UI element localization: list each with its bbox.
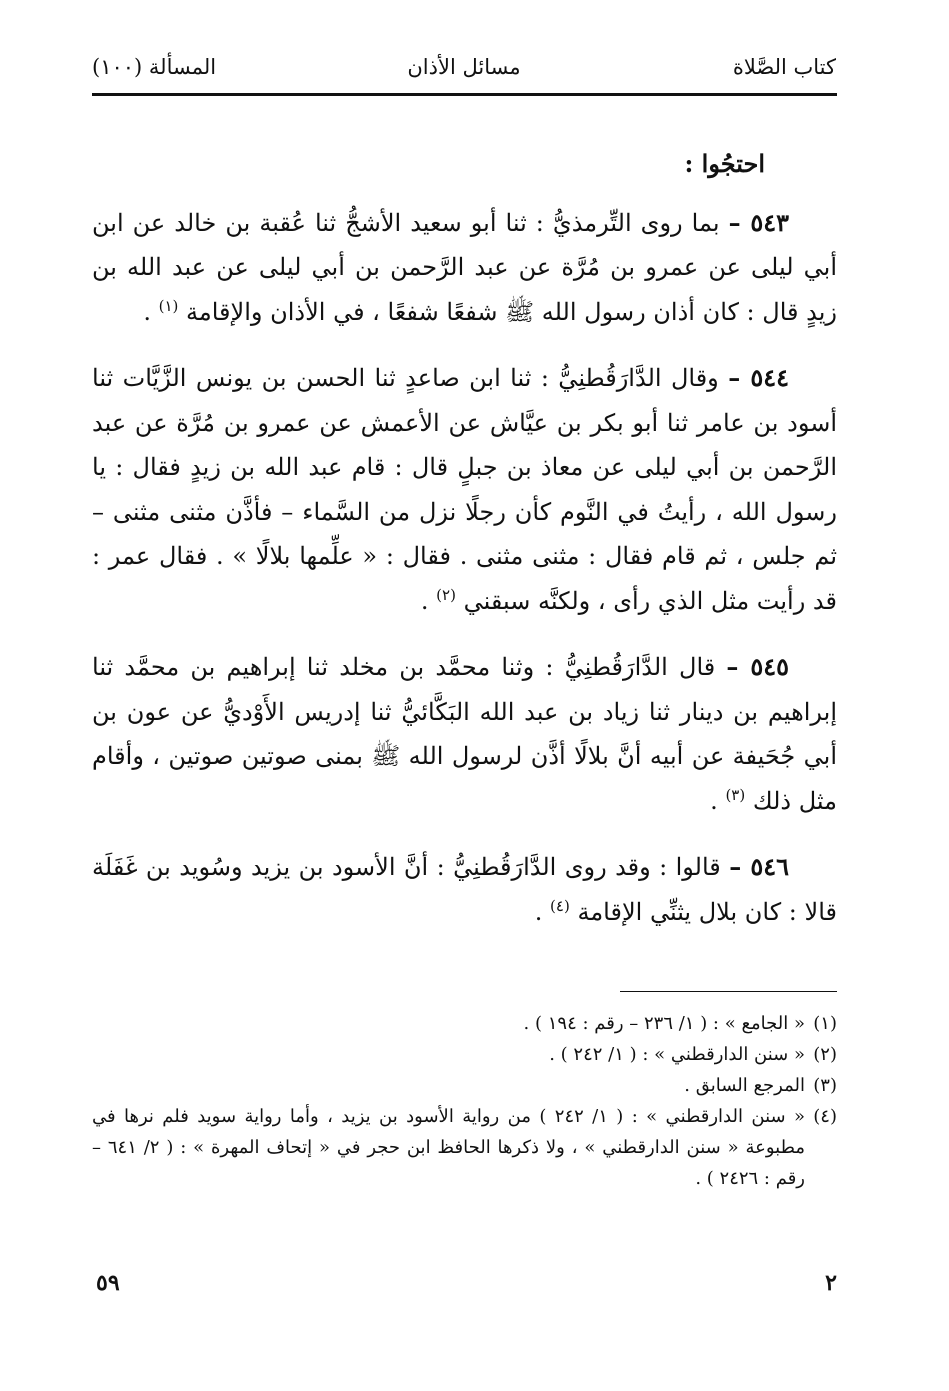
chapter-title: مسائل الأذان xyxy=(407,55,521,79)
paragraph-end: . xyxy=(143,297,151,326)
hadith-number: ٥٤٦ – xyxy=(729,852,789,881)
footnote-text: « الجامع » : ( ١/ ٢٣٦ – رقم : ١٩٤ ) . xyxy=(523,1013,805,1034)
paragraph-543 xyxy=(92,201,837,335)
footnote-ref: (٢) xyxy=(436,585,456,604)
footnote-text: المرجع السابق . xyxy=(684,1075,805,1096)
volume-number: ٢ xyxy=(825,1270,837,1296)
header-rule xyxy=(92,93,837,96)
paragraph-end: . xyxy=(710,786,718,815)
paragraph-end: . xyxy=(420,586,429,615)
footnote-1 xyxy=(92,1008,837,1039)
paragraph-end: . xyxy=(534,897,543,926)
section-heading: احتجُوا : xyxy=(684,149,765,178)
footnotes xyxy=(92,1008,837,1194)
issue-number: المسألة (١٠٠) xyxy=(92,55,217,79)
paragraph-text: قال الدَّارَقُطنِيُّ : وثنا محمَّد بن مخلد ثنا إبراهيم بن محمَّد ثنا إبراهيم بن دينار ثنا زياد بن عبد الله البَكَّائيُّ ثنا إدريس الأَوْديُّ عن عون بن أبي جُحَيفة عن أبيه أنَّ بلالًا أذَّن لرسول الله ﷺ بمنى صوتين صوتين ، وأقام مثل ذلك xyxy=(92,653,837,815)
paragraph-545 xyxy=(92,645,837,823)
footnote-3 xyxy=(92,1070,837,1101)
footnote-label: (٤) xyxy=(813,1106,837,1127)
running-head xyxy=(92,50,836,84)
paragraph-text: قالوا : وقد روى الدَّارَقُطنِيُّ : أنَّ الأسود بن يزيد وسُويد بن غَفَلَة قالا : كان بلال يثنِّي الإقامة xyxy=(92,853,837,926)
book-title: كتاب الصَّلاة xyxy=(732,55,836,79)
paragraph-544 xyxy=(92,356,837,623)
hadith-number: ٥٤٣ – xyxy=(728,207,790,237)
paragraph-546 xyxy=(92,845,837,934)
footnote-ref: (١) xyxy=(158,296,179,315)
footnote-ref: (٤) xyxy=(550,896,570,915)
hadith-number: ٥٤٥ – xyxy=(726,652,789,681)
hadith-number: ٥٤٤ – xyxy=(728,363,789,392)
footnote-text: « سنن الدارقطني » : ( ١/ ٢٤٢ ) من رواية الأسود بن يزيد ، وأما رواية سويد فلم نرها في مطبوعة « سنن الدارقطني » ، ولا ذكرها الحافظ ابن حجر في « إتحاف المهرة » : ( ٢/ ٦٤١ – رقم : ٢٤٢٦ ) . xyxy=(92,1106,805,1189)
footnote-text: « سنن الدارقطني » : ( ١/ ٢٤٢ ) . xyxy=(549,1044,805,1065)
footnote-rule xyxy=(620,991,837,992)
footnote-2 xyxy=(92,1039,837,1070)
paragraph-text: بما روى التِّرمذيُّ : ثنا أبو سعيد الأشجُّ ثنا عُقبة بن خالد عن ابن أبي ليلى عن عمرو بن مُرَّة عن عبد الرَّحمن بن أبي ليلى عن عبد الله بن زيدٍ قال : كان أذان رسول الله ﷺ شفعًا شفعًا ، في الأذان والإقامة xyxy=(92,208,837,326)
paragraph-text: وقال الدَّارَقُطنِيُّ : ثنا ابن صاعدٍ ثنا الحسن بن يونس الزَّيَّات ثنا أسود بن عامر ثنا أبو بكر بن عيَّاش عن الأعمش عن عمرو بن مُرَّة عن عبد الرَّحمن بن أبي ليلى عن معاذ بن جبلٍ قال : قام عبد الله بن زيدٍ فقال : يا رسول الله ، رأيتُ في النَّوم كأن رجلًا نزل من السَّماء – فأذَّن مثنى مثنى – ثم جلس ، ثم قام فقال : مثنى مثنى . فقال : « علِّمها بلالًا » . فقال عمر : قد رأيت مثل الذي رأى ، ولكنَّه سبقني xyxy=(92,364,837,615)
footnote-4 xyxy=(92,1101,837,1194)
main-text xyxy=(92,142,837,956)
footnote-label: (٣) xyxy=(813,1075,837,1096)
footnote-label: (١) xyxy=(813,1013,837,1034)
page-number: ٥٩ xyxy=(96,1270,120,1296)
footnote-label: (٢) xyxy=(813,1044,837,1065)
footnote-ref: (٣) xyxy=(725,785,746,804)
